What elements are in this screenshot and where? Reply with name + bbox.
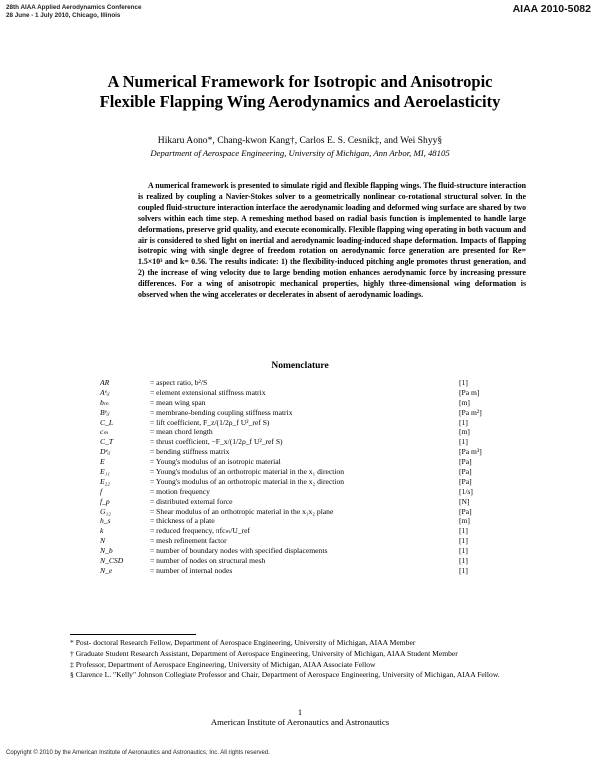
nomenclature-symbol: N [100, 536, 106, 546]
nomenclature-unit: [1] [459, 546, 468, 556]
nomenclature-unit: [1] [459, 565, 468, 575]
paper-id: AIAA 2010-5082 [512, 3, 591, 15]
nomenclature-unit: [1] [459, 556, 468, 566]
nomenclature-unit: [1] [459, 378, 468, 387]
affiliation: Department of Aerospace Engineering, University of Michigan, Ann Arbor, MI, 48105 [150, 148, 450, 158]
nomenclature-definition: = Young's modulus of an orthotropic material in the x₁ direction [150, 467, 345, 477]
nomenclature-definition: = Young's modulus of an isotropic material [150, 457, 281, 467]
nomenclature-unit: [Pa] [459, 476, 472, 486]
nomenclature-definition: = number of internal nodes [150, 565, 233, 575]
author-list: Hikaru Aono*, Chang-kwon Kang†, Carlos E. S. Cesnik‡, and Wei Shyy§ [157, 135, 443, 146]
nomenclature-row [0, 507, 600, 517]
nomenclature-row [0, 418, 600, 428]
nomenclature-row [0, 536, 600, 546]
nomenclature-definition: = number of nodes on structural mesh [150, 556, 266, 566]
nomenclature-unit: [Pa m] [459, 387, 480, 397]
nomenclature-definition: = motion frequency [150, 486, 210, 496]
nomenclature-symbol: cₘ [100, 427, 109, 437]
abstract: A numerical framework is presented to simulate rigid and flexible flapping wings. The fluid-structure interaction is realized by coupling a Navier-Stokes solver to a geometrically nonlinear co-rotational structural solver. In the coupled fluid-structure interaction interface the aerodynamic loading and deformed wing surface are shared by two solvers within each time step. A remeshing method based on radial basis function is implemented to handle large deformations, preserve grid quality, and execute economically. Flexible flapping wing operating in both vacuum and air is considered to shed light on inertial and aerodynamic loading-induced shape deformation. Impacts of flapping isotropic wing with single degree of freedom rotation on aerodynamic force generation are presented for Re= 1.5×10³ and k= 0.56. The results indicate: 1) the flexibility-induced pitching angle promotes thrust generation, and 2) the increase of wing velocity due to large bending motion enhances aerodynamic force by increasing pressure differences. For a wing of anisotropic mechanical properties, highly three-dimensional wing deformation is observed when the wing accelerates or decelerates in absent of aerodynamic loadings. [138, 181, 526, 300]
nomenclature-row [0, 378, 600, 388]
nomenclature-definition: = Shear modulus of an orthotropic material in the x₁x₂ plane [150, 506, 334, 516]
nomenclature-unit: [1] [459, 417, 468, 427]
nomenclature-unit: [m] [459, 427, 470, 437]
nomenclature-row [0, 487, 600, 497]
nomenclature-symbol: bₘ [100, 397, 109, 407]
nomenclature-row [0, 566, 600, 576]
nomenclature-symbol: E [100, 457, 105, 467]
copyright-notice: Copyright © 2010 by the American Institute of Aeronautics and Astronautics, Inc. All rights reserved. [6, 750, 270, 756]
nomenclature-row [0, 516, 600, 526]
nomenclature-symbol: N_b [100, 546, 113, 556]
nomenclature-unit: [1/s] [459, 486, 473, 496]
nomenclature-unit: [Pa] [459, 467, 472, 477]
nomenclature-unit: [Pa] [459, 457, 472, 467]
footnotes [70, 638, 532, 681]
nomenclature-unit: [1] [459, 437, 468, 447]
nomenclature-row [0, 408, 600, 418]
footnote: § Clarence L. "Kelly" Johnson Collegiate Professor and Chair, Department of Aerospace Engineering, University of Michigan, AIAA Fellow. [70, 670, 500, 680]
nomenclature-symbol: C_L [100, 417, 114, 427]
nomenclature-definition: = membrane-bending coupling stiffness matrix [150, 407, 293, 417]
nomenclature-unit: [1] [459, 526, 468, 536]
conference-header [6, 4, 142, 19]
nomenclature-heading: Nomenclature [271, 361, 329, 371]
nomenclature-row [0, 388, 600, 398]
nomenclature-row [0, 467, 600, 477]
nomenclature-symbol: AR [100, 378, 110, 387]
publisher-line: American Institute of Aeronautics and Astronautics [210, 717, 390, 727]
nomenclature-symbol: E₁₁ [100, 467, 110, 477]
nomenclature-definition: = element extensional stiffness matrix [150, 387, 266, 397]
footnote: † Graduate Student Research Assistant, Department of Aerospace Engineering, University of Michigan, AIAA Student Member [70, 648, 458, 658]
nomenclature-symbol: k [100, 526, 104, 536]
nomenclature-definition: = distributed external force [150, 496, 233, 506]
footnote-divider [70, 634, 196, 635]
nomenclature-row [0, 477, 600, 487]
paper-title [40, 72, 560, 112]
nomenclature-symbol: C_T [100, 437, 114, 447]
nomenclature-unit: [m] [459, 397, 470, 407]
nomenclature-symbol: Bᵉᵢⱼ [100, 407, 110, 417]
nomenclature-definition: = aspect ratio, b²/S [150, 378, 208, 387]
nomenclature-definition: = reduced frequency, πfcₘ/U_ref [150, 526, 251, 536]
conference-name: 28th AIAA Applied Aerodynamics Conference [6, 4, 142, 11]
nomenclature-definition: = number of boundary nodes with specified displacements [150, 546, 328, 556]
nomenclature-unit: [Pa] [459, 506, 472, 516]
nomenclature-row [0, 556, 600, 566]
nomenclature-definition: = thickness of a plate [150, 516, 215, 526]
page-number: 1 [297, 707, 303, 717]
nomenclature-list [0, 378, 600, 576]
nomenclature-row [0, 497, 600, 507]
nomenclature-definition: = lift coefficient, F_z/(1/2ρ_f U²_ref S) [150, 417, 270, 427]
footnote: * Post- doctoral Research Fellow, Department of Aerospace Engineering, University of Michigan, AIAA Member [70, 638, 416, 647]
nomenclature-unit: [1] [459, 536, 468, 546]
nomenclature-definition: = thrust coefficient, −F_x/(1/2ρ_f U²_ref S) [150, 437, 283, 447]
nomenclature-definition: = bending stiffness matrix [150, 447, 230, 457]
nomenclature-definition: = mean wing span [150, 397, 206, 407]
nomenclature-symbol: f [100, 486, 103, 496]
footnote: ‡ Professor, Department of Aerospace Engineering, University of Michigan, AIAA Associate Fellow [70, 659, 376, 669]
nomenclature-unit: [m] [459, 516, 470, 526]
title-line-1: A Numerical Framework for Isotropic and Anisotropic [107, 72, 493, 91]
nomenclature-symbol: h_s [100, 516, 111, 526]
nomenclature-row [0, 398, 600, 408]
nomenclature-symbol: E₂₂ [100, 476, 110, 486]
nomenclature-definition: = mesh refinement factor [150, 536, 227, 546]
nomenclature-symbol: Dᵉᵢⱼ [100, 447, 111, 457]
nomenclature-row [0, 526, 600, 536]
nomenclature-unit: [N] [459, 496, 470, 506]
nomenclature-row [0, 447, 600, 457]
nomenclature-unit: [Pa m³] [459, 447, 482, 457]
nomenclature-symbol: G₁₂ [100, 506, 111, 516]
nomenclature-symbol: N_e [100, 565, 113, 575]
nomenclature-row [0, 546, 600, 556]
nomenclature-row [0, 457, 600, 467]
conference-dates: 28 June - 1 July 2010, Chicago, Illinois [6, 11, 121, 19]
nomenclature-symbol: N_CSD [100, 556, 124, 566]
nomenclature-row [0, 427, 600, 437]
title-line-2: Flexible Flapping Wing Aerodynamics and Aeroelasticity [99, 92, 501, 111]
nomenclature-definition: = Young's modulus of an orthotropic material in the x₂ direction [150, 476, 345, 486]
nomenclature-unit: [Pa m²] [459, 407, 482, 417]
nomenclature-symbol: f_p [100, 496, 110, 506]
nomenclature-definition: = mean chord length [150, 427, 213, 437]
nomenclature-symbol: Aᵉᵢⱼ [100, 387, 110, 397]
nomenclature-row [0, 437, 600, 447]
